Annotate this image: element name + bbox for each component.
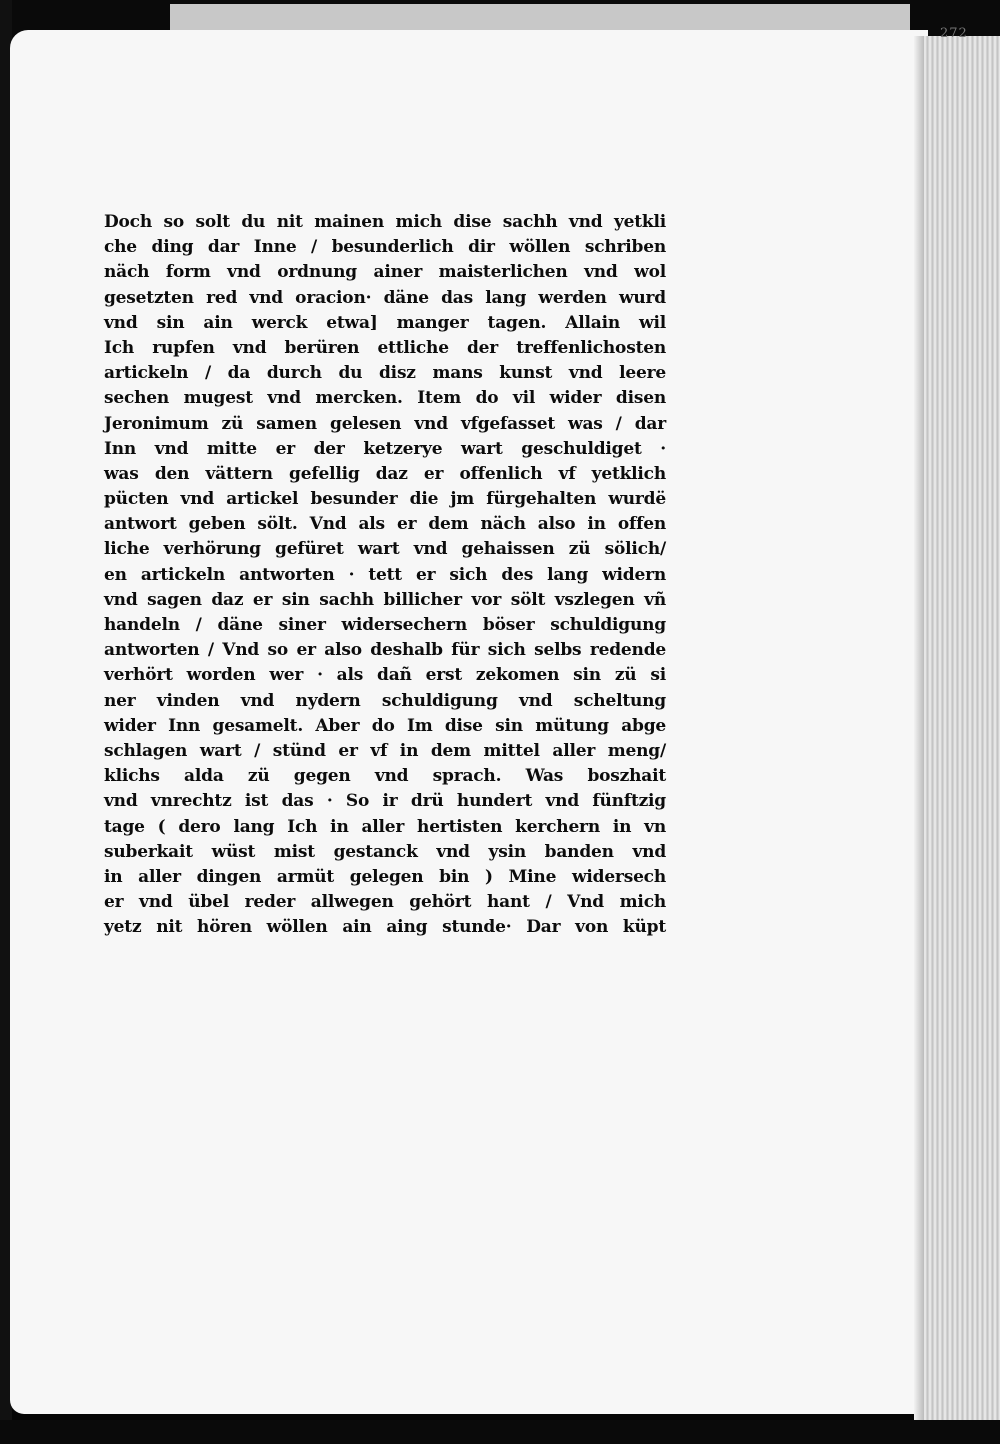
- text-line: vnd sin ain werck etwa] manger tagen. Allain wil: [104, 312, 666, 333]
- text-line: vnd sagen daz er sin sachh billicher vor sölt vszlegen vñ: [104, 589, 666, 610]
- text-line: che ding dar Inne / besunderlich dir wöllen schriben: [104, 237, 666, 258]
- text-line: handeln / däne siner widersechern böser schuldigung: [104, 615, 666, 635]
- text-line: antwort geben sölt. Vnd als er dem näch also in offen: [104, 514, 666, 535]
- text-line: Inn vnd mitte er der ketzerye wart geschuldiget ·: [104, 438, 666, 459]
- text-line: en artickeln antworten · tett er sich des lang widern: [104, 564, 666, 585]
- text-block: [104, 210, 666, 940]
- text-line: antworten / Vnd so er also deshalb für sich selbs redende: [104, 640, 666, 661]
- text-line: ner vinden vnd nydern schuldigung vnd scheltung: [104, 690, 666, 711]
- text-line: sechen mugest vnd mercken. Item do vil wider disen: [104, 388, 666, 409]
- text-line: verhört worden wer · als dañ erst zekomen sin zü si: [104, 665, 666, 686]
- text-line: klichs alda zü gegen vnd sprach. Was boszhait: [104, 766, 666, 787]
- text-line: Jeronimum zü samen gelesen vnd vfgefasset was / dar: [104, 413, 666, 434]
- text-line: artickeln / da durch du disz mans kunst vnd leere: [104, 363, 666, 384]
- text-line: pücten vnd artickel besunder die jm fürgehalten wurdë: [104, 489, 666, 510]
- bottom-dark-strip: [0, 1420, 1000, 1444]
- text-line: tage ( dero lang Ich in aller hertisten kerchern in vn: [104, 816, 666, 837]
- text-line: in aller dingen armüt gelegen bin ) Mine widersech: [104, 866, 666, 887]
- text-line: schlagen wart / stünd er vf in dem mittel aller meng/: [104, 740, 666, 761]
- text-line: näch form vnd ordnung ainer maisterlichen vnd wol: [104, 262, 666, 283]
- text-line: liche verhörung gefüret wart vnd gehaissen zü sölich/: [104, 539, 666, 560]
- text-line: wider Inn gesamelt. Aber do Im dise sin mütung abge: [104, 715, 666, 736]
- page-stack-edge: [924, 36, 1000, 1428]
- text-line: yetz nit hören wöllen ain aing stunde· Dar von küpt: [104, 917, 666, 938]
- text-line: was den vättern gefellig daz er offenlich vf yetklich: [104, 463, 666, 484]
- text-line: Ich rupfen vnd berüren ettliche der treffenlichosten: [104, 337, 666, 358]
- text-line: suberkait wüst mist gestanck vnd ysin banden vnd: [104, 841, 666, 862]
- text-line: er vnd übel reder allwegen gehört hant / Vnd mich: [104, 892, 666, 913]
- text-line: gesetzten red vnd oracion· däne das lang werden wurd: [104, 287, 666, 308]
- text-line: Doch so solt du nit mainen mich dise sachh vnd yetkli: [104, 212, 666, 232]
- text-line: vnd vnrechtz ist das · So ir drü hundert vnd fünftzig: [104, 791, 666, 812]
- folio-number: 272: [940, 26, 968, 41]
